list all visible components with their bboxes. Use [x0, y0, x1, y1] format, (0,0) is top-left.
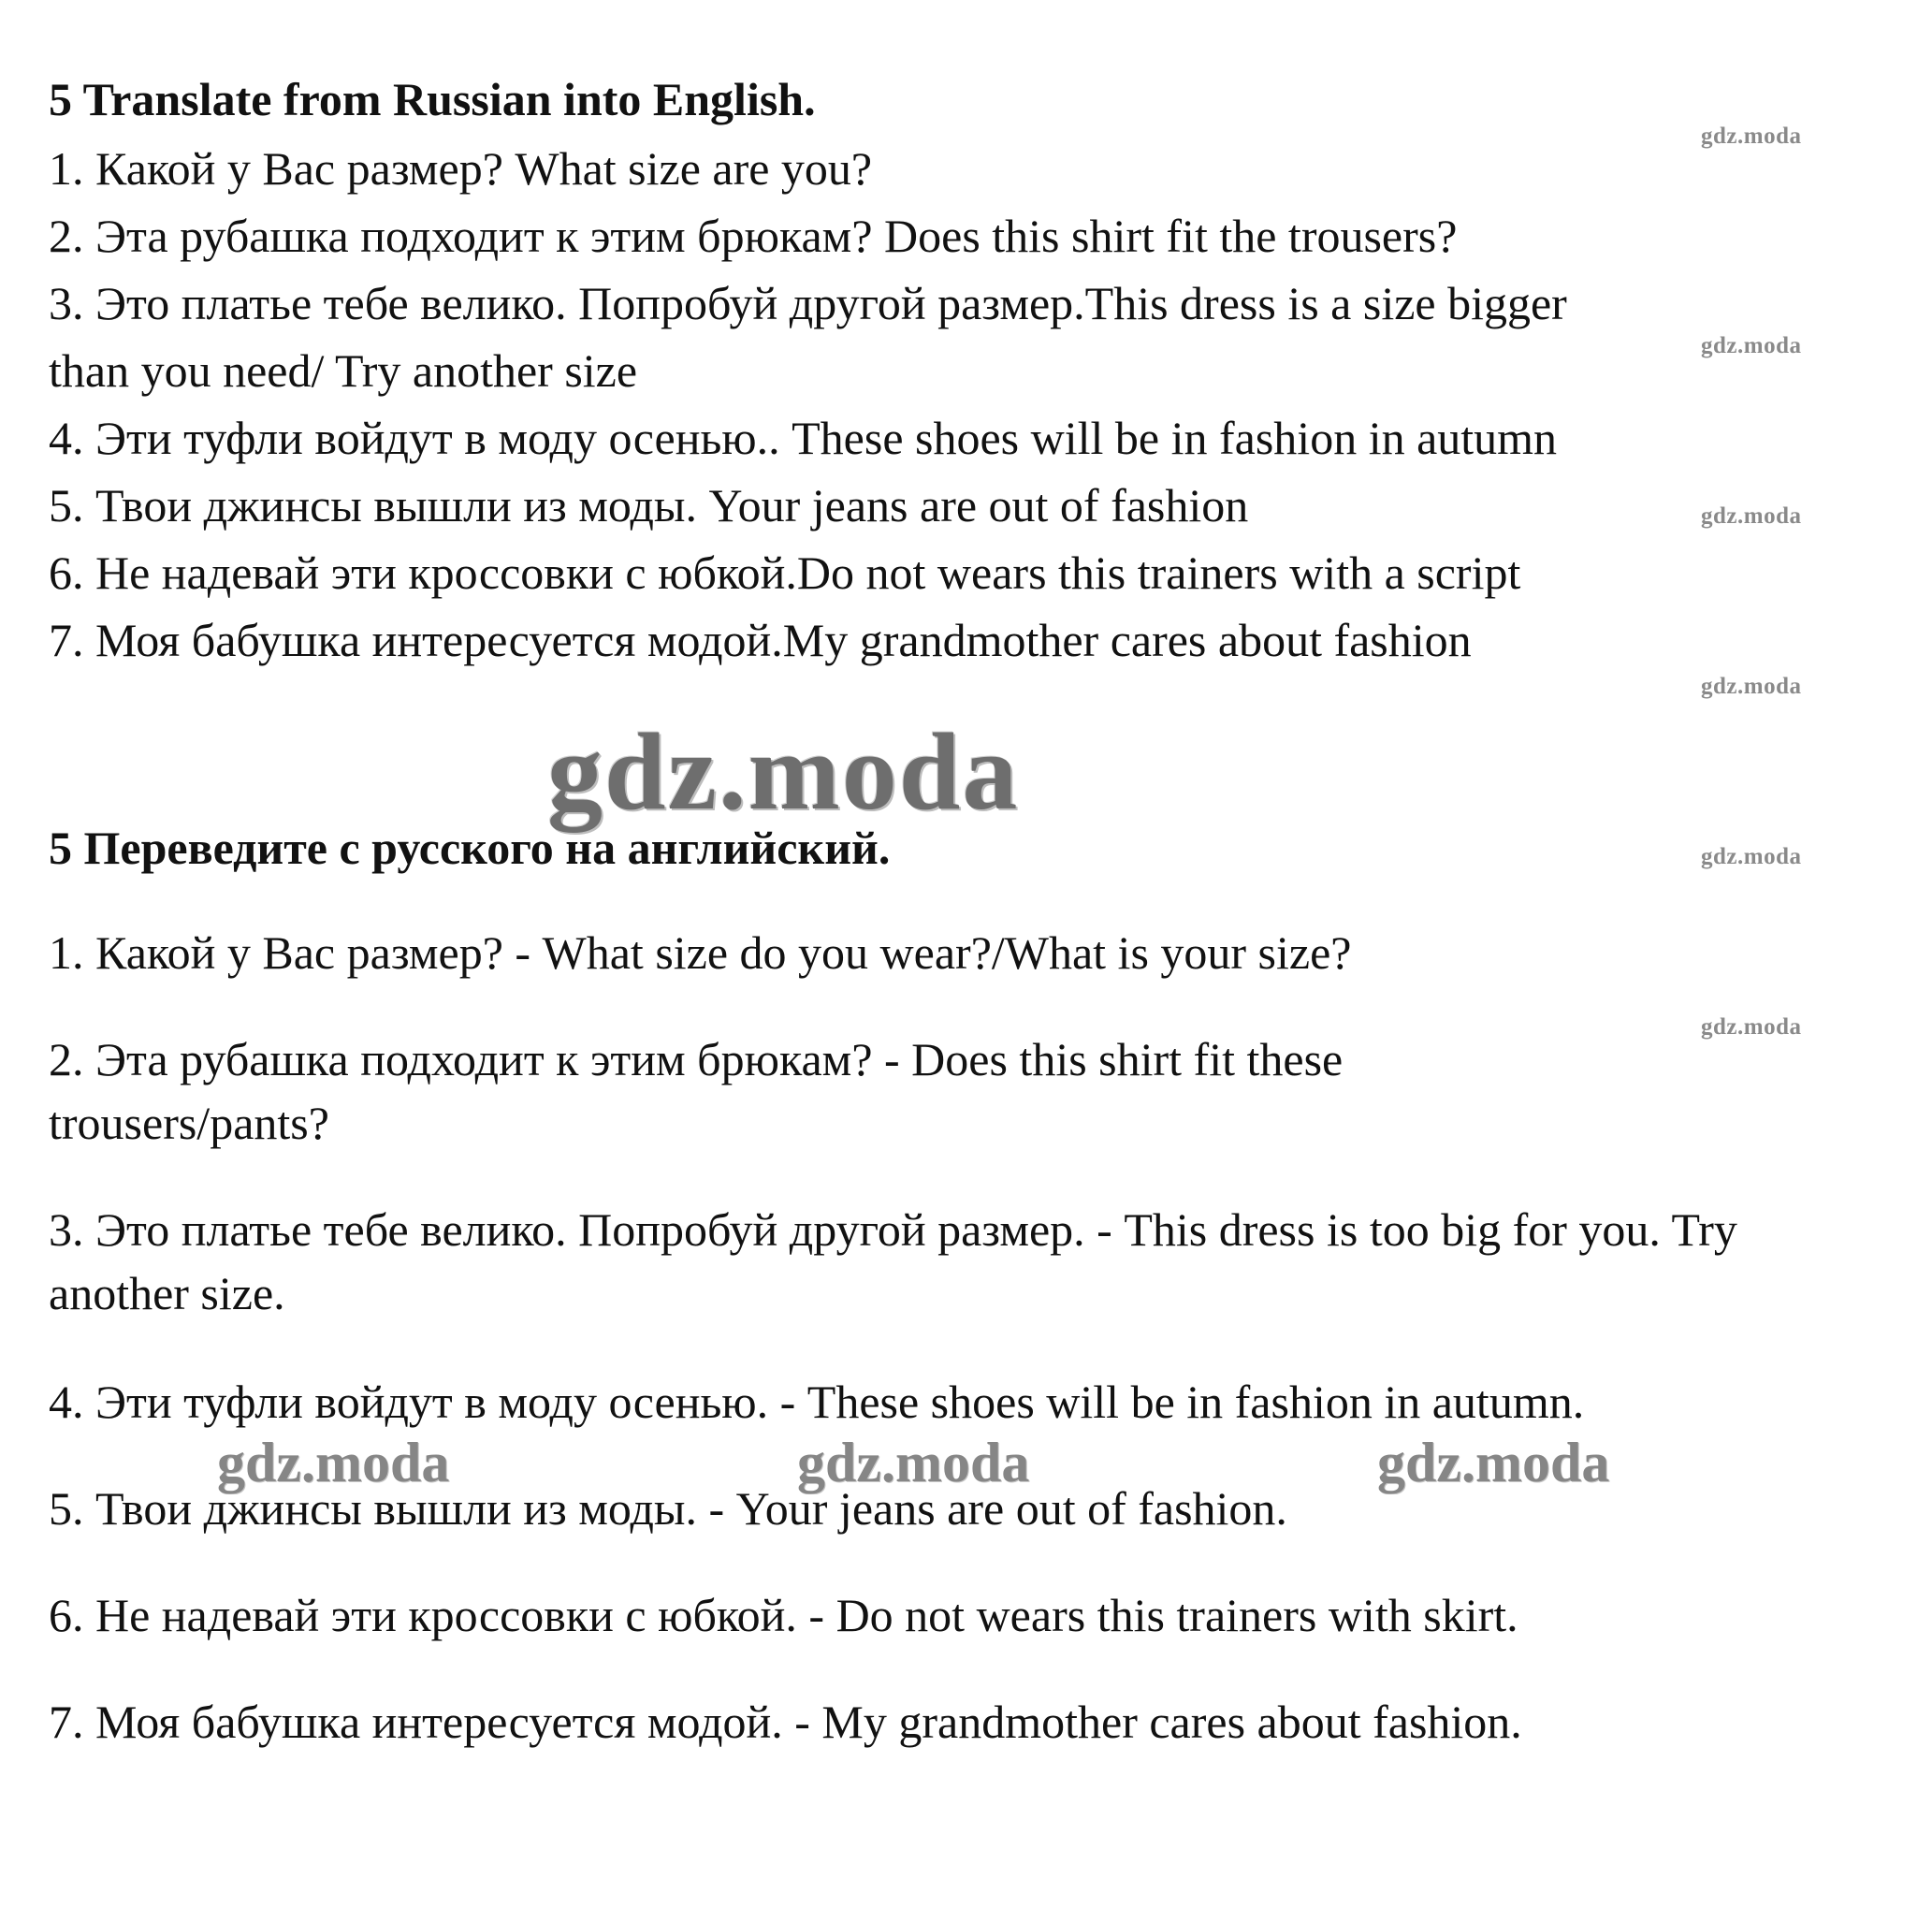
- section-ru-item-1: 1. Какой у Вас размер? - What size do you wear?/What is your size?: [49, 926, 1352, 979]
- section-ru-item-5: 5. Твои джинсы вышли из моды. - Your jeans are out of fashion.: [49, 1482, 1287, 1535]
- section-en-line-7: 7. Моя бабушка интересуется модой.My grandmother cares about fashion: [49, 614, 1472, 666]
- watermark-mid-center: gdz.moda: [797, 1432, 1030, 1493]
- watermark-small: gdz.moda: [1701, 333, 1802, 358]
- watermark-small: gdz.moda: [1701, 124, 1802, 149]
- watermark-small: gdz.moda: [1701, 844, 1802, 869]
- section-ru-item-3: 3. Это платье тебе велико. Попробуй другой размер. - This dress is too big for you. Try another size.: [49, 1203, 1737, 1319]
- section-en-line-6: 6. Не надевай эти кроссовки с юбкой.Do not wears this trainers with a script: [49, 546, 1521, 599]
- section-ru-item-7: 7. Моя бабушка интересуется модой. - My grandmother cares about fashion.: [49, 1696, 1522, 1748]
- watermark-large: gdz.moda: [547, 710, 1020, 833]
- section-en-line-5: 5. Твои джинсы вышли из моды. Your jeans are out of fashion: [49, 479, 1249, 531]
- section-ru-item-6: 6. Не надевай эти кроссовки с юбкой. - Do not wears this trainers with skirt.: [49, 1589, 1518, 1641]
- section-ru-heading: 5 Переведите с русского на английский.: [49, 822, 891, 874]
- section-en-line-4: 4. Эти туфли войдут в моду осенью.. These shoes will be in fashion in autumn: [49, 412, 1558, 464]
- watermark-small: gdz.moda: [1701, 503, 1802, 529]
- watermark-mid-right: gdz.moda: [1377, 1432, 1610, 1493]
- section-en-line-2: 2. Эта рубашка подходит к этим брюкам? Does this shirt fit the trousers?: [49, 210, 1458, 262]
- section-en-line-1: 1. Какой у Вас размер? What size are you?: [49, 142, 873, 195]
- watermark-small: gdz.moda: [1701, 674, 1802, 699]
- watermark-small: gdz.moda: [1701, 1014, 1802, 1040]
- section-en-heading: 5 Translate from Russian into English.: [49, 73, 816, 125]
- section-en-line-3-cont: than you need/ Try another size: [49, 344, 638, 397]
- watermark-mid-left: gdz.moda: [217, 1432, 450, 1493]
- section-ru-item-4: 4. Эти туфли войдут в моду осенью. - These shoes will be in fashion in autumn.: [49, 1376, 1585, 1428]
- section-ru-item-2: 2. Эта рубашка подходит к этим брюкам? - Does this shirt fit these trousers/pants?: [49, 1033, 1344, 1149]
- section-en-line-3: 3. Это платье тебе велико. Попробуй другой размер.This dress is a size bigger: [49, 277, 1567, 329]
